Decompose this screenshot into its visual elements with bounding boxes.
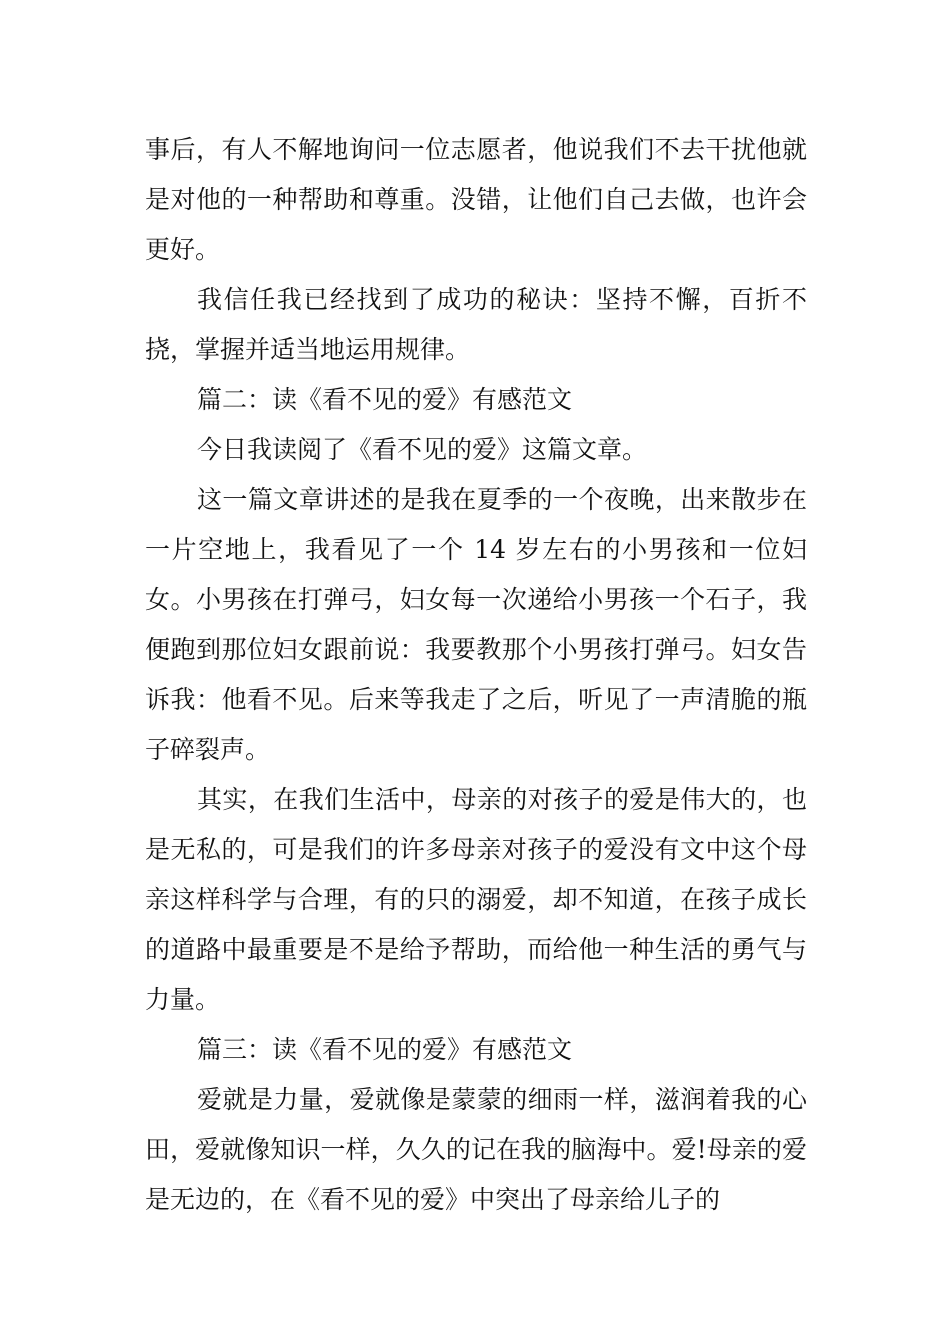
section-heading-part-three: 篇三：读《看不见的爱》有感范文 — [197, 1035, 573, 1064]
document-body — [145, 125, 807, 1225]
paragraph-mother-love: 其实，在我们生活中，母亲的对孩子的爱是伟大的，也是无私的，可是我们的许多母亲对孩子的爱没有文中这个母亲这样科学与合理，有的只的溺爱，却不知道，在孩子成长 的道路中最重要是不是给予帮助，而给他一种生活的勇气与力量。 — [145, 785, 807, 1014]
section-heading-part-two: 篇二：读《看不见的爱》有感范文 — [197, 385, 573, 414]
paragraph-story-summary: 这一篇文章讲述的是我在夏季的一个夜晚，出来散步在一片空地上，我看见了一个 14 岁左右的小男孩和一位妇女。小男孩在打弹弓，妇女每一次递给小男孩一个石子，我便跑到那位妇女跟前说：我要教那个小男孩打弹弓。妇女告诉我：他看不见。后来等我走了之后，听见了一声清脆的瓶子碎裂声。 — [145, 485, 807, 764]
paragraph-read-article: 今日我读阅了《看不见的爱》这篇文章。 — [197, 435, 648, 464]
paragraph-success-secret: 我信任我已经找到了成功的秘诀：坚持不懈，百折不挠，掌握并适当地运用规律。 — [145, 285, 807, 364]
paragraph-love-is-strength: 爱就是力量，爱就像是蒙蒙的细雨一样，滋润着我的心田，爱就像知识一样，久久的记在我的脑海中。爱!母亲的爱是无边的，在《看不见的爱》中突出了母亲给儿子的 — [145, 1085, 807, 1214]
paragraph-volunteer: 事后，有人不解地询问一位志愿者，他说我们不去干扰他就是对他的一种帮助和尊重。没错，让他们自己去做，也许会更好。 — [145, 135, 807, 264]
